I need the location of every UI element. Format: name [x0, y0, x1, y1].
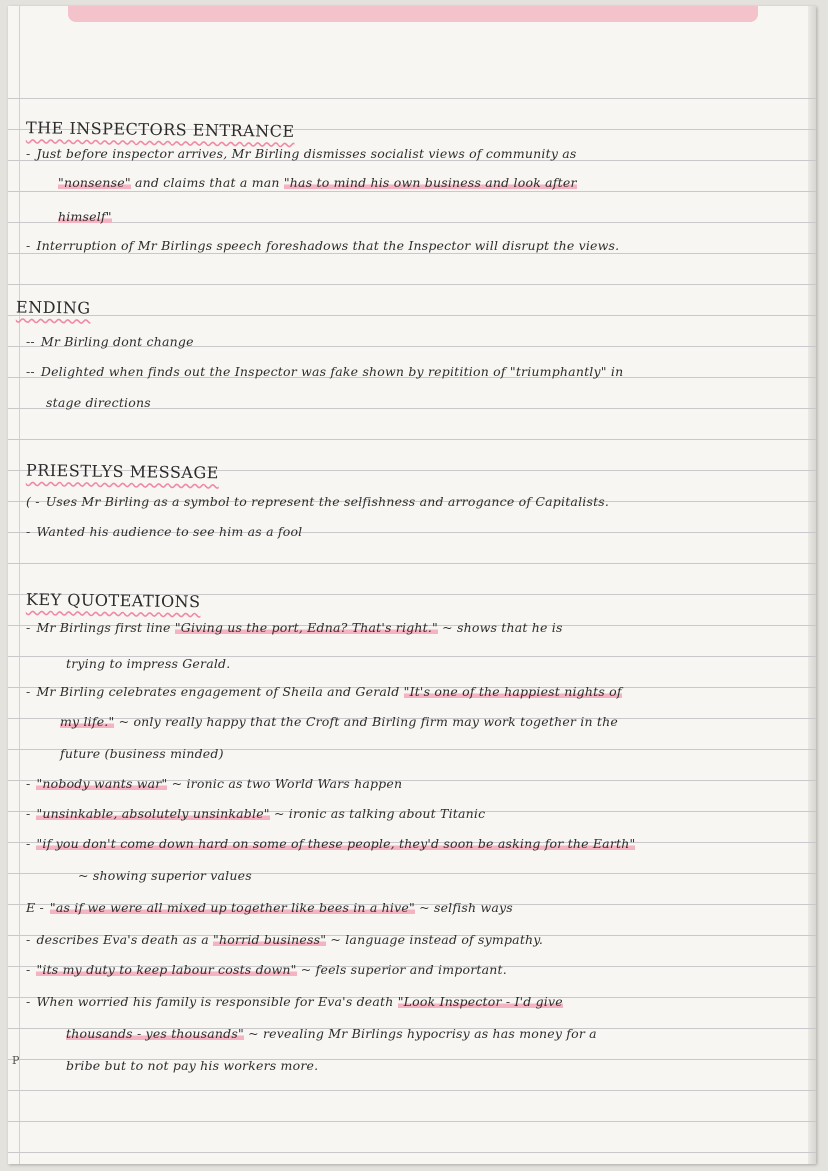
highlighted-quote: "if you don't come down hard on some of these people, they'd soon be asking for the Earth" — [36, 836, 636, 851]
margin-mark: P — [12, 1054, 20, 1067]
text-segment: future (business minded) — [60, 746, 224, 761]
text-segment: Mr Birlings first line — [36, 620, 175, 635]
highlighted-quote: himself" — [58, 209, 112, 224]
bullet-dash: - — [26, 238, 31, 253]
bullet-dash: - — [26, 524, 31, 539]
text-line — [26, 900, 802, 915]
ruled-line — [8, 1152, 816, 1153]
text-segment: Interruption of Mr Birlings speech foreshadows that the Inspector will disrupt the views. — [36, 238, 620, 253]
text-line — [26, 932, 802, 947]
bullet-dash: - — [26, 620, 31, 635]
highlighted-quote: my life." — [60, 714, 115, 729]
bullet-dash: - — [26, 962, 31, 977]
text-segment: Delighted when finds out the Inspector was fake shown by repitition of "triumphantly" in — [40, 364, 624, 379]
text-line — [66, 656, 802, 671]
highlighted-quote: "horrid business" — [213, 932, 327, 947]
text-line — [46, 395, 802, 410]
bullet-dash: - — [26, 836, 31, 851]
text-line — [26, 684, 802, 699]
text-segment: ~ feels superior and important. — [296, 962, 507, 977]
text-segment: describes Eva's death as a — [36, 932, 214, 947]
text-line — [26, 146, 802, 161]
highlighted-quote: "nobody wants war" — [36, 776, 168, 791]
highlighted-quote: "Giving us the port, Edna? That's right." — [174, 620, 438, 635]
text-line — [26, 806, 802, 821]
highlighted-quote: "It's one of the happiest nights of — [403, 684, 622, 699]
highlighted-quote: "as if we were all mixed up together like bees in a hive" — [49, 900, 415, 915]
text-segment: ~ language instead of sympathy. — [326, 932, 544, 947]
text-segment: ~ ironic as two World Wars happen — [167, 776, 403, 791]
text-segment: ~ revealing Mr Birlings hypocrisy as has money for a — [243, 1026, 597, 1041]
ruled-line — [8, 1090, 816, 1091]
text-line — [60, 746, 802, 761]
text-segment: Mr Birling dont change — [40, 334, 194, 349]
text-segment: Uses Mr Birling as a symbol to represent the selfishness and arrogance of Capitalists. — [45, 494, 610, 509]
ruled-line — [8, 191, 816, 192]
highlighted-quote: "its my duty to keep labour costs down" — [36, 962, 297, 977]
text-line — [66, 1026, 802, 1041]
text-line — [58, 175, 802, 190]
text-line — [26, 994, 802, 1009]
text-segment: ~ shows that he is — [437, 620, 563, 635]
heading-ending: ENDING — [15, 297, 91, 318]
ruled-line — [8, 284, 816, 285]
text-segment: ~ selfish ways — [414, 900, 513, 915]
text-line — [58, 209, 802, 224]
ruled-line — [8, 253, 816, 254]
text-line — [26, 494, 802, 509]
bullet-dash: - — [26, 806, 31, 821]
text-segment: and claims that a man — [130, 175, 284, 190]
text-line — [60, 714, 802, 729]
heading-inspectors-entrance: THE INSPECTORS ENTRANCE — [25, 118, 295, 141]
bullet-dash: E - — [26, 900, 44, 915]
ruled-line — [8, 1121, 816, 1122]
text-line — [26, 836, 802, 851]
text-segment: Wanted his audience to see him as a fool — [36, 524, 303, 539]
ruled-line — [8, 98, 816, 99]
text-segment: trying to impress Gerald. — [66, 656, 231, 671]
text-segment: ~ ironic as talking about Titanic — [269, 806, 486, 821]
highlighted-quote: "unsinkable, absolutely unsinkable" — [36, 806, 270, 821]
text-segment: When worried his family is responsible for Eva's death — [36, 994, 398, 1009]
text-segment: stage directions — [46, 395, 151, 410]
text-segment: Mr Birling celebrates engagement of Sheila and Gerald — [36, 684, 404, 699]
heading-priestleys-message: PRIESTLYS MESSAGE — [25, 460, 219, 483]
text-line — [26, 524, 802, 539]
text-segment: bribe but to not pay his workers more. — [66, 1058, 319, 1073]
text-line — [26, 620, 802, 635]
bullet-dash: - — [26, 684, 31, 699]
text-line — [26, 334, 802, 349]
text-line — [26, 776, 802, 791]
bullet-dash: -- — [26, 334, 35, 349]
highlighted-quote: thousands - yes thousands" — [66, 1026, 244, 1041]
bullet-dash: - — [26, 776, 31, 791]
bullet-dash: - — [26, 994, 31, 1009]
text-line — [26, 962, 802, 977]
bullet-dash: -- — [26, 364, 35, 379]
text-line — [66, 1058, 802, 1073]
text-segment: ~ only really happy that the Croft and Birling firm may work together in the — [114, 714, 618, 729]
ruled-line — [8, 563, 816, 564]
highlighted-quote: "has to mind his own business and look after — [283, 175, 577, 190]
highlighted-quote: "nonsense" — [58, 175, 131, 190]
text-line — [26, 364, 802, 379]
text-line — [78, 868, 802, 883]
bullet-dash: - — [26, 146, 31, 161]
notebook-page — [8, 6, 816, 1164]
highlighted-quote: "Look Inspector - I'd give — [397, 994, 563, 1009]
bullet-dash: ( - — [26, 494, 40, 509]
bullet-dash: - — [26, 932, 31, 947]
heading-key-quotations: KEY QUOTEATIONS — [25, 589, 201, 612]
text-segment: Just before inspector arrives, Mr Birling dismisses socialist views of community as — [36, 146, 577, 161]
ruled-line — [8, 315, 816, 316]
text-line — [26, 238, 802, 253]
text-segment: ~ showing superior values — [78, 868, 252, 883]
ruled-line — [8, 439, 816, 440]
